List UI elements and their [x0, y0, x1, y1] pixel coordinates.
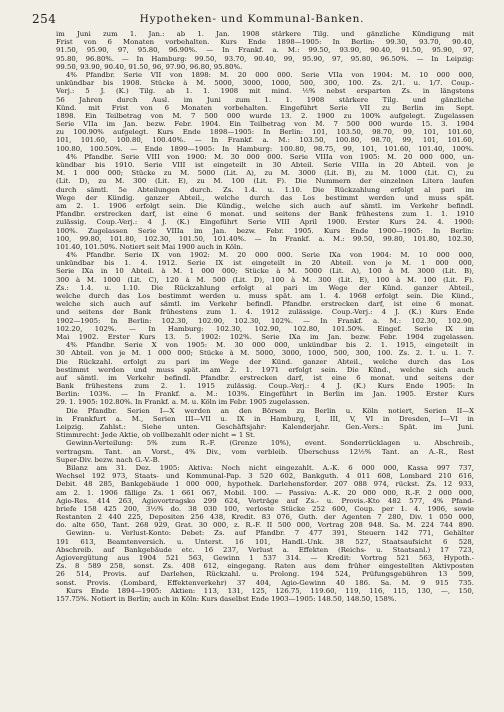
text-line: Bilanz am 31. Dez. 1905: Aktiva: Noch nicht eingezahlt. A.-K. 6 000 000, Kassa 997 737, — [66, 463, 474, 472]
body-text — [56, 30, 474, 706]
text-line: Stimmrecht: Jede Aktie, ob vollbezahlt oder nicht = 1 St. — [56, 431, 256, 440]
text-line: Gewinn-Verteilung: 5% zum R.-F. (Grenze 10%), event. Sonderrücklagen u. Abschreib., — [66, 439, 474, 448]
text-line: Zs.: 1.4. u. 1.10. Die Rückzahlung erfolgt al pari im Wege der Künd. ganzer Abteil., — [56, 283, 474, 292]
text-line: unkündbar bis 1908. Stücke à M. 5000, 3000, 1000, 500, 300, 100. Zs. 2/1. u. 1/7. Coup.- — [56, 79, 474, 88]
text-line: Bank frühestens zum 2. 1. 1915 zulässig. Coup.-Verj.: 4 J. (K.) Kurs Ende 1905: In — [56, 382, 474, 391]
text-line: Zs. 8 589 258, sonst. Zs. 408 612, eingegang. Raten aus dem früher eingestellten Aktivposten — [56, 562, 474, 571]
text-line: am 2. 1. 1906 fällige Zs. 1 661 067, Mobil. 100. — Passiva: A.-K. 20 000 000, R.-F. 2 000 000, — [56, 488, 474, 497]
text-line: 101.40, 101.50%. Notiert seit Mai 1900 auch in Köln. — [56, 242, 243, 251]
text-line: Pfandbr. erstrecken darf, ist eine 6 monat. und seitens der Bank frühestens zum 1. 1. 1910 — [56, 210, 474, 219]
text-line: 157.75%. Notiert in Berlin; auch in Köln: Kurs daselbst Ende 1903—1905: 148.50, 148.50, 158%. — [56, 594, 397, 603]
page-header — [32, 12, 472, 28]
text-line: am 2. 1. 1906 erfolgt sein. Die Kündig., welche sich auch auf sämtl. im Verkehr befindl. — [56, 201, 474, 210]
text-line: 4% Pfandbr. Serie X von 1905: M. 30 000 000, unkündbar bis 2. 1. 1915, eingeteilt in — [66, 341, 474, 350]
text-line: 4% Pfandbr. Serie IX von 1902: M. 20 000 000. Serie IXa von 1904: M. 10 000 000, — [66, 251, 474, 260]
text-line: Agiovergütung aus 1904 521 563, Gewinn 1 537 314. — Kredit: Vortrag 521 563, Hypoth.- — [56, 554, 474, 562]
text-line: vertragsm. Tant. an Vorst., 4% Div., vom verbleib. Überschuss 12½% Tant. an A.-R., Rest — [56, 447, 474, 456]
text-line: Gewinn- u. Verlust-Konto: Debet: Zs. auf Pfandbr. 7 477 391, Steuern 142 771, Gehälter — [66, 529, 474, 538]
text-line: do. alte 650, Tant. 268 929, Grat. 30 000, z. R.-F. II 500 000, Vortrag 208 948. Sa. M. 224 744 890. — [56, 521, 474, 530]
text-line: Künd. mit Frist von 6 Monaten vorbehalten. Eingeführt Serie VII zu Berlin im Sept. — [56, 103, 474, 112]
text-line: 101, 101.60, 100.80, 100.40%. — In Frankf. a. M.: 103.50, 100.80, 98.70, 99, 101, 101.60, — [56, 136, 474, 145]
text-line: M. 1 000 000; Stücke zu M. 5000 (Lit. A), zu M. 3000 (Lit. B), zu M. 1000 (Lit. C), zu — [56, 169, 474, 178]
text-line: Frist von 6 Monaten vorbehalten. Kurs Ende 1898—1905: In Berlin: 99.30, 93.70, 90.40, — [56, 38, 474, 47]
text-line: Super-Div. bezw. nach G.-V.-B. — [56, 455, 160, 464]
text-line: 95.80, 96.80%. — In Hamburg: 99.50, 93.70, 90.40, 99, 95.90, 97, 95.80, 96.50%. — In Leipzig: — [56, 54, 474, 63]
text-line: sonst. Provis. (Lombard, Effektenverkehr) 37 404, Agio-Gewinn 40 186. Sa. M. 9 915 735. — [56, 578, 474, 587]
text-line: Wege der Kündig. ganzer Abteil., welche durch das Los bestimmt werden und muss spät. — [56, 193, 474, 202]
text-line: 4% Pfandbr. Serie VIII von 1900: M. 30 000 000. Serie VIIIa von 1905: M. 20 000 000, un- — [66, 152, 474, 161]
text-line: Die Pfandbr. Serien I—X werden an den Börsen zu Berlin u. Köln notiert, Serien II—X — [66, 406, 474, 415]
text-line: Kurs Ende 1894—1905: Aktien: 113, 131, 125, 126.75, 119.60, 119, 116, 115, 130, —, 150, — [66, 586, 474, 595]
text-line: kündbar bis 1910. Serie VIII ist eingeteilt in 30 Abteil. Serie VIIIa in 20 Abteil. von je — [56, 161, 474, 169]
text-line: (Lit. D), zu M. 300 (Lit. E), zu M. 100 (Lit. F). Die Nummern der einzelnen Litera laufen — [56, 177, 474, 186]
text-line: bestimmt werden und muss spät. am 2. 1. 1971 erfolgt sein. Die Künd., welche sich auch — [56, 365, 474, 374]
text-line: 1902—1905: In Berlin: 102.30, 102.90, 102.30, 102%. — In Frankf. a. M.: 102.30, 102.90, — [56, 316, 474, 325]
text-line: 29. 1. 1905: 102.80%. In Frankf. a. M. u. Köln im Febr. 1905 zugelassen. — [56, 398, 310, 407]
text-line: 26 514, Provis. auf Darlehen, Rückzahl. u. Prolong. 194 524, Prüfungsgebühren 13 599, — [56, 570, 474, 579]
text-line: Serie IXa in 10 Abteil. à M. 1 000 000; Stücke à M. 5000 (Lit. A), 100 à M. 3000 (Lit. B), — [56, 267, 474, 276]
text-line: Berlin: 103%. — In Frankf. a. M.: 103%. Eingeführt in Berlin im Jan. 1905. Erster Kurs — [56, 390, 474, 399]
text-line: Leipzig. Zahlst.: Siehe unten. Geschäftsjahr: Kalenderjahr. Gen.-Vers.: Spät. im Juni. — [56, 423, 474, 431]
page-number: 254 — [32, 12, 57, 26]
text-line: zulässig. Coup.-Verj.: 4 J. (K.) Eingeführt Serie VIII April 1900. Erster Kurs 24. 4. 1900: — [56, 218, 474, 227]
text-line: Agio-Res. 414 263, Agiovortragsko 299 624, Vorträge auf Zs.- u. Provis.-Kto 482 577, 4% Pfand- — [56, 496, 474, 505]
text-line: im Juni zum 1. Jan.: ab 1. Jan. 1908 stärkere Tilg. und gänzliche Kündigung mit — [56, 30, 474, 38]
text-line: 300 à M. 1000 (Lit. C), 120 à M. 500 (Lit. D), 100 à M. 300 (Lit. E), 100 à M. 100 (Lit. F). — [56, 275, 474, 284]
text-line: 91.50, 95.90, 97, 95.80, 96.90%. — In Frankf. a. M.: 99.50, 93.90, 90.40, 91.50, 95.90, 97, — [56, 46, 474, 55]
text-line: auf sämtl. im Verkehr befindl. Pfandbr. erstrecken darf, ist eine 6 monat. und seitens der — [56, 373, 474, 382]
text-line: 30 Abteil. von je M. 1 000 000; Stücke à M. 5000, 3000, 1000, 500, 300, 100. Zs. 2. 1. u. 1. 7. — [56, 349, 474, 358]
text-line: welche durch das Los bestimmt werden u. muss spät. am 1. 4. 1968 erfolgt sein. Die Künd., — [56, 292, 474, 300]
text-line: 102.20, 102%. — In Hamburg: 102.30, 102.90, 102.80, 101.50%. Eingef. Serie IX im — [56, 324, 474, 333]
text-line: zu 100.90% aufgelegt. Kurs Ende 1898—1905: In Berlin: 101, 103.50, 98.70, 99, 101, 101.60, — [56, 128, 474, 137]
text-line: Verj.: 5 J. (K.) Tilg. ab 1. 1. 1908 mit mind. ½% nebst ersparten Zs. in längstens — [56, 87, 474, 96]
text-line: 1898. Ein Teilbetrag von M. 7 500 000 wurde 13. 2. 1900 zu 100% aufgelegt. Zugelassen — [56, 111, 474, 120]
text-line: Wechsel 192 973, Staats- und Kommunal-Pap. 3 520 602, Bankguth. 4 011 608, Lombard 210 616, — [56, 472, 474, 481]
running-title: Hypotheken- und Kommunal-Banken. — [139, 13, 365, 25]
text-line: 4% Pfandbr. Serie VII von 1898: M. 20 000 000. Serie VIIa von 1904: M. 10 000 000, — [66, 70, 474, 79]
text-line: und seitens der Bank frühestens zum 1. 4. 1912 zulässige. Coup.-Verj.: 4 J. (K.) Kurs Ende — [56, 308, 474, 317]
text-line: Restanten 2 440 225, Depositen 256 438, Kredit. 83 076, Guth. der Agenten 7 280, Div. 1 050 000, — [56, 513, 474, 522]
text-line: 100, 99.80, 101.80, 102.30, 101.50, 101.40%. — In Frankf. a. M.: 99.50, 99.80, 101.80, 102.30, — [56, 234, 474, 243]
text-line: 191 613, Beamtenversich. u. Unterst. 16 101, Handl.-Unk. 38 527, Staatsaufsicht 6 528, — [56, 537, 474, 546]
text-line: Die Rückzahl. erfolgt zu pari im Wege der Künd. ganzer Abteil., welche durch das Los — [56, 357, 474, 366]
text-line: unkündbar bis 1. 4. 1912. Serie IX ist eingeteilt in 20 Abteil. von je M. 1 000 000, — [56, 259, 474, 268]
text-line: Mai 1902. Erster Kurs 13. 5. 1902: 102%. Serie IXa im Jan. bezw. Febr. 1904 zugelassen. — [56, 332, 474, 341]
text-line: 99.50, 93.90, 90.40, 91.50, 96, 97.90, 96.80, 95.80%. — [56, 62, 243, 71]
text-line: 56 Jahren durch Ausl. im Juni zum 1. 1. 1908 stärkere Tilg. und gänzliche — [56, 95, 474, 104]
text-line: 100.80, 100.50%. — Ende 1899—1905: In Hamburg: 100.80, 98.75, 99, 101, 101.60, 101.40, 100%. — [56, 144, 474, 153]
text-line: welche sich auch auf sämtl. im Verkehr befindl. Pfandbr. erstrecken darf, ist eine 6 monat. — [56, 300, 474, 309]
text-line: Serie VIIa im Jan. bezw. Febr. 1904. Ein Teilbetrag von M. 7 500 000 wurde 15. 3. 1904 — [56, 120, 474, 129]
text-line: durch sämtl. 5e Abteilungen durch. Zs. 1.4. u. 1.10. Die Rückzahlung erfolgt al pari im — [56, 185, 474, 194]
text-line: in Frankfurt a. M., Serien III—VII u. IX in Hamburg, I, III, V, VI in Dresden, I—VI in — [56, 414, 474, 423]
text-line: briefe 158 425 200, 3½% do. 38 030 100, verloste Stücke 252 600, Coup. per 1. 4. 1906, sowie — [56, 504, 474, 513]
text-line: Abschreib. auf Bankgebäude etc. 16 237, Verlust a. Effekten (Reichs- u. Staatsanl.) 17 723, — [56, 545, 474, 554]
text-line: 100%. Zugelassen Serie VIIIa im Jan. bezw. Febr. 1905. Kurs Ende 1900—1905: In Berlin: — [56, 226, 474, 235]
text-line: Debit. 48 285, Bankgebäude 1 000 000, hypothek. Darlehensforder. 207 088 974, rückst. Zs. 12 933, — [56, 480, 474, 489]
